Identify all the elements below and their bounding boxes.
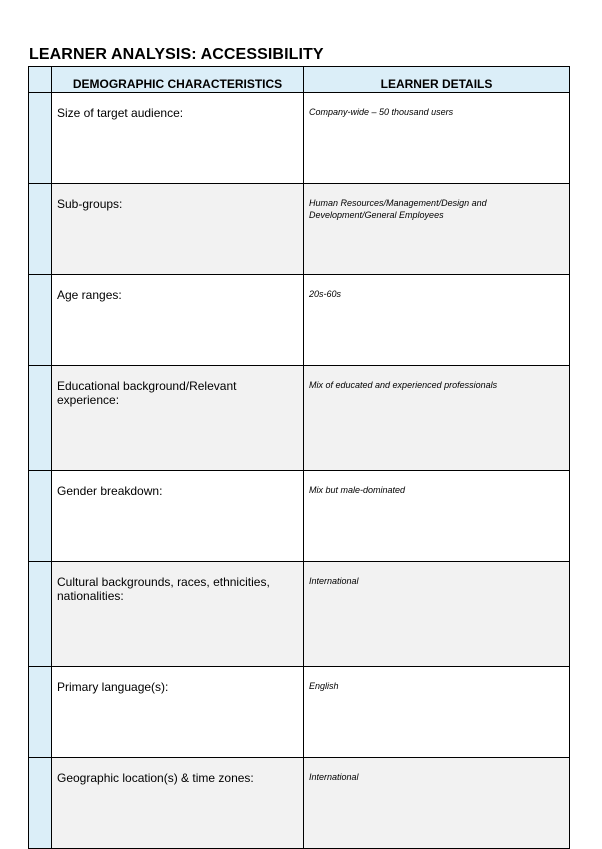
row-stub-cell [29,366,52,471]
detail-cell: International [304,562,570,667]
table-row [29,184,570,275]
row-stub-cell [29,667,52,758]
detail-cell: International [304,758,570,849]
table-row [29,758,570,849]
header-details-label: LEARNER DETAILS [380,77,493,91]
characteristic-cell: Gender breakdown: [52,471,304,562]
header-characteristics [52,67,304,93]
header-characteristics-label: DEMOGRAPHIC CHARACTERISTICS [72,77,283,91]
detail-cell: Mix of educated and experienced professionals [304,366,570,471]
header-details [304,67,570,93]
detail-cell: English [304,667,570,758]
characteristic-cell: Geographic location(s) & time zones: [52,758,304,849]
header-stub-cell [29,67,52,93]
characteristic-cell: Primary language(s): [52,667,304,758]
table-header-row [29,67,570,93]
table-row [29,275,570,366]
table-row [29,471,570,562]
row-stub-cell [29,471,52,562]
row-stub-cell [29,275,52,366]
detail-cell: Human Resources/Management/Design and Development/General Employees [304,184,570,275]
characteristic-cell: Age ranges: [52,275,304,366]
table-row [29,562,570,667]
row-stub-cell [29,184,52,275]
detail-cell: Mix but male-dominated [304,471,570,562]
table-row [29,667,570,758]
characteristic-cell: Cultural backgrounds, races, ethnicities, nationalities: [52,562,304,667]
detail-cell: Company-wide – 50 thousand users [304,93,570,184]
row-stub-cell [29,93,52,184]
characteristic-cell: Size of target audience: [52,93,304,184]
row-stub-cell [29,758,52,849]
characteristic-cell: Educational background/Relevant experience: [52,366,304,471]
table-row [29,93,570,184]
detail-cell: 20s-60s [304,275,570,366]
page-title: LEARNER ANALYSIS: ACCESSIBILITY [29,46,324,63]
table-row [29,366,570,471]
learner-analysis-table [28,66,570,849]
row-stub-cell [29,562,52,667]
characteristic-cell: Sub-groups: [52,184,304,275]
